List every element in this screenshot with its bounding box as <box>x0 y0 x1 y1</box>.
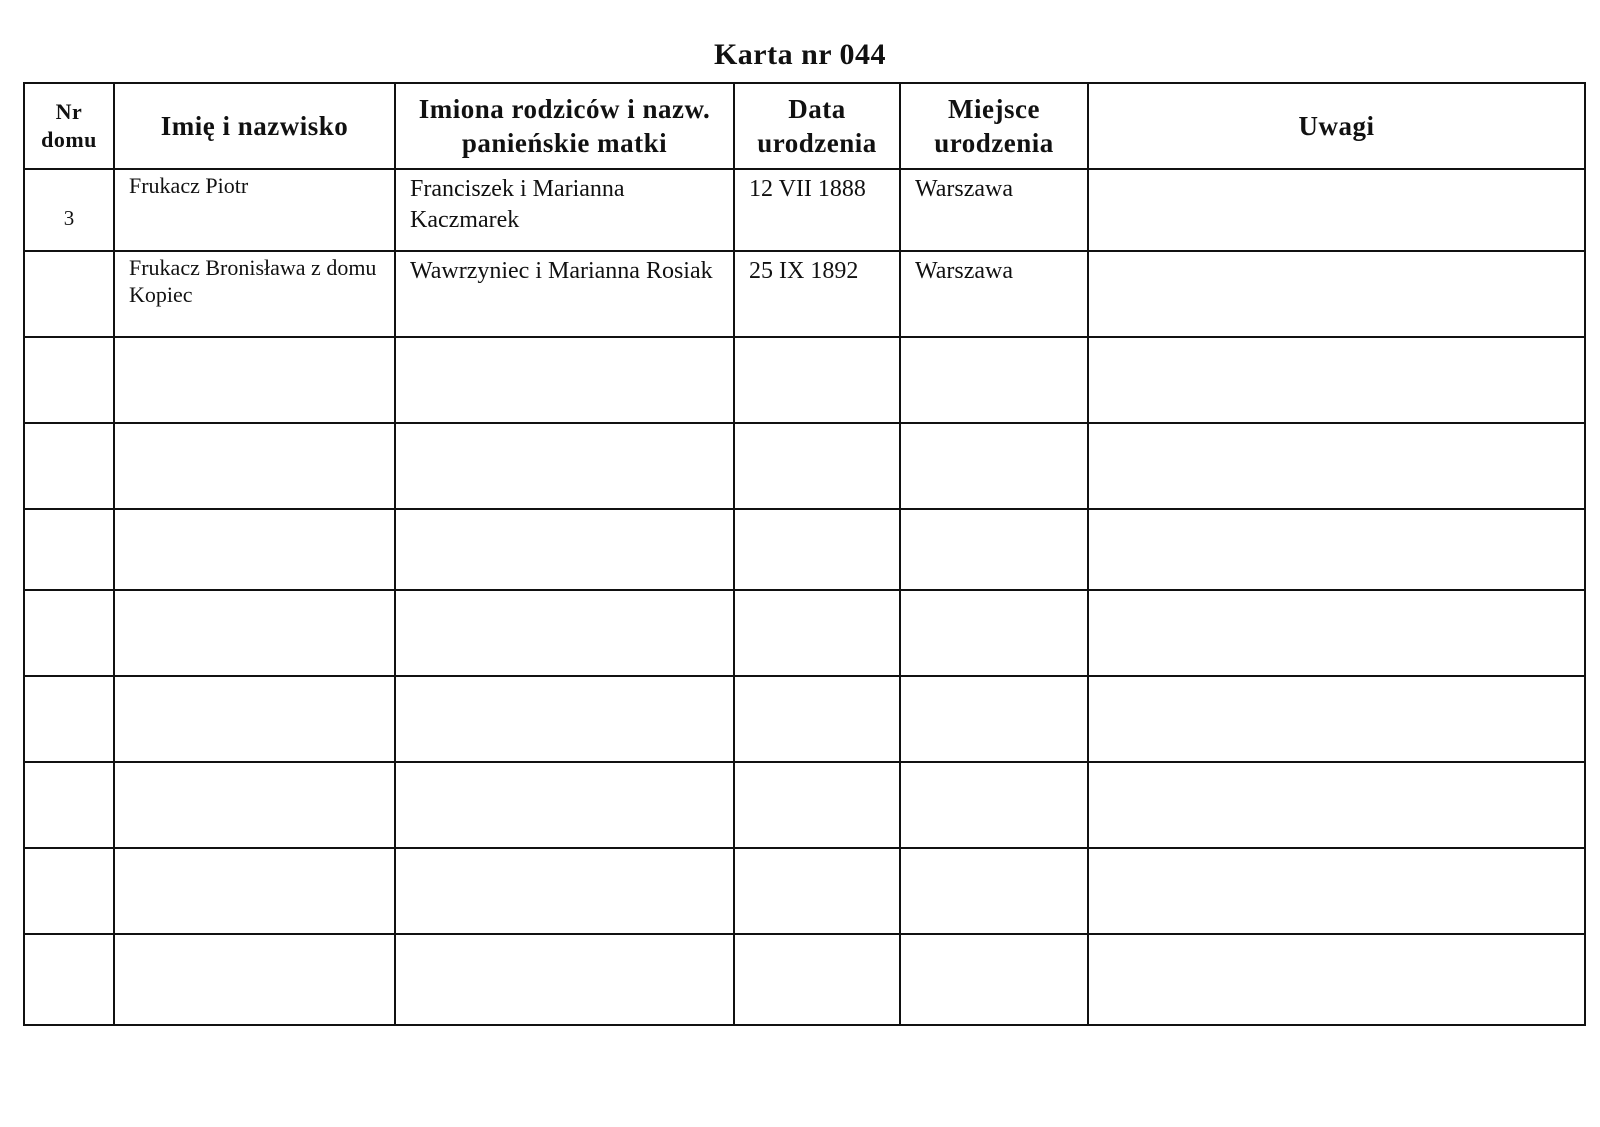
cell-name <box>114 934 395 1025</box>
cell-parents <box>395 251 734 337</box>
cell-birth-date-text <box>735 677 899 681</box>
house-number-text: 3 <box>63 205 75 230</box>
cell-birth-place-text <box>901 591 1087 595</box>
cell-house-number <box>24 251 114 337</box>
header-birth-place: Miejsce urodzenia <box>900 83 1088 169</box>
cell-notes-text <box>1089 849 1584 853</box>
cell-house-number <box>24 509 114 590</box>
cell-notes <box>1088 848 1585 934</box>
cell-birth-date-text <box>735 510 899 514</box>
cell-house-number <box>24 169 114 251</box>
cell-parents <box>395 762 734 848</box>
cell-name <box>114 423 395 509</box>
cell-parents-text: Franciszek i Marianna Kaczmarek <box>410 176 625 233</box>
cell-notes <box>1088 251 1585 337</box>
cell-birth-date-text <box>735 338 899 342</box>
cell-house-number <box>24 337 114 423</box>
cell-parents <box>395 590 734 676</box>
cell-house-number <box>24 423 114 509</box>
cell-name <box>114 590 395 676</box>
record-table <box>23 82 1586 1026</box>
cell-name-text <box>115 591 394 593</box>
cell-parents-text <box>396 510 733 514</box>
cell-name <box>114 848 395 934</box>
header-name: Imię i nazwisko <box>114 83 395 169</box>
cell-parents-text <box>396 424 733 428</box>
cell-parents-text <box>396 591 733 595</box>
table-row <box>24 848 1585 934</box>
cell-birth-place <box>900 590 1088 676</box>
cell-birth-place-text <box>901 849 1087 853</box>
cell-birth-date <box>734 337 900 423</box>
header-house-number: Nr domu <box>24 83 114 169</box>
cell-birth-place-text <box>901 763 1087 767</box>
cell-birth-date-text <box>735 849 899 853</box>
cell-parents <box>395 509 734 590</box>
cell-birth-date-text: 25 IX 1892 <box>749 258 859 284</box>
cell-birth-place-text: Warszawa <box>915 258 1014 284</box>
cell-house-number <box>24 934 114 1025</box>
cell-name-text <box>115 510 394 512</box>
cell-parents-text <box>396 763 733 767</box>
cell-birth-place <box>900 423 1088 509</box>
cell-name-text <box>115 424 394 426</box>
cell-birth-date <box>734 169 900 251</box>
header-birth-date: Data urodzenia <box>734 83 900 169</box>
cell-birth-date <box>734 676 900 762</box>
cell-notes-text <box>1089 510 1584 514</box>
cell-birth-place-text <box>901 338 1087 342</box>
cell-name-text: Frukacz Piotr <box>129 173 249 198</box>
cell-name-text <box>115 338 394 340</box>
cell-birth-date <box>734 251 900 337</box>
cell-birth-date <box>734 590 900 676</box>
table-row <box>24 509 1585 590</box>
cell-birth-place-text <box>901 424 1087 428</box>
cell-notes-text <box>1089 935 1584 939</box>
cell-house-number <box>24 676 114 762</box>
cell-parents <box>395 848 734 934</box>
cell-birth-date <box>734 509 900 590</box>
cell-birth-place <box>900 762 1088 848</box>
cell-notes-text <box>1089 338 1584 342</box>
cell-birth-date <box>734 762 900 848</box>
table-row <box>24 934 1585 1025</box>
cell-birth-place <box>900 169 1088 251</box>
cell-house-number <box>24 762 114 848</box>
cell-name <box>114 509 395 590</box>
cell-notes-text <box>1089 170 1584 174</box>
cell-birth-place <box>900 337 1088 423</box>
cell-birth-date <box>734 848 900 934</box>
cell-birth-place-text: Warszawa <box>915 176 1014 202</box>
cell-birth-date <box>734 423 900 509</box>
cell-birth-place <box>900 848 1088 934</box>
cell-name-text <box>115 763 394 765</box>
cell-birth-date <box>734 934 900 1025</box>
cell-name-text <box>115 849 394 851</box>
cell-notes <box>1088 169 1585 251</box>
page-title: Karta nr 044 <box>713 38 887 71</box>
cell-notes-text <box>1089 591 1584 595</box>
table-row <box>24 169 1585 251</box>
cell-house-number <box>24 590 114 676</box>
cell-birth-place-text <box>901 677 1087 681</box>
cell-house-number <box>24 848 114 934</box>
table-row <box>24 251 1585 337</box>
cell-name <box>114 251 395 337</box>
cell-notes <box>1088 934 1585 1025</box>
cell-birth-place <box>900 509 1088 590</box>
cell-parents <box>395 423 734 509</box>
table-row <box>24 423 1585 509</box>
cell-birth-place-text <box>901 935 1087 939</box>
cell-notes <box>1088 509 1585 590</box>
table-row <box>24 676 1585 762</box>
cell-birth-place <box>900 251 1088 337</box>
cell-name <box>114 169 395 251</box>
cell-name-text <box>115 935 394 937</box>
header-parents: Imiona rodziców i nazw. panieńskie matki <box>395 83 734 169</box>
cell-notes-text <box>1089 252 1584 256</box>
cell-parents-text: Wawrzyniec i Marianna Rosiak <box>410 258 713 284</box>
cell-notes-text <box>1089 677 1584 681</box>
cell-parents <box>395 934 734 1025</box>
cell-birth-date-text <box>735 424 899 428</box>
cell-parents <box>395 676 734 762</box>
cell-birth-place <box>900 934 1088 1025</box>
cell-notes <box>1088 762 1585 848</box>
cell-name <box>114 676 395 762</box>
cell-notes <box>1088 676 1585 762</box>
table-row <box>24 762 1585 848</box>
cell-parents <box>395 337 734 423</box>
cell-parents-text <box>396 338 733 342</box>
cell-notes-text <box>1089 424 1584 428</box>
cell-name-text: Frukacz Bronisława z domu Kopiec <box>129 255 377 307</box>
cell-notes <box>1088 337 1585 423</box>
cell-name <box>114 337 395 423</box>
header-notes: Uwagi <box>1088 83 1585 169</box>
cell-birth-place-text <box>901 510 1087 514</box>
cell-birth-date-text: 12 VII 1888 <box>749 176 866 202</box>
cell-birth-date-text <box>735 591 899 595</box>
cell-notes-text <box>1089 763 1584 767</box>
cell-birth-place <box>900 676 1088 762</box>
table-row <box>24 590 1585 676</box>
cell-birth-date-text <box>735 763 899 767</box>
cell-parents-text <box>396 935 733 939</box>
cell-parents-text <box>396 677 733 681</box>
table-row <box>24 337 1585 423</box>
cell-birth-date-text <box>735 935 899 939</box>
cell-parents <box>395 169 734 251</box>
header-row <box>24 83 1585 169</box>
cell-notes <box>1088 590 1585 676</box>
cell-name-text <box>115 677 394 679</box>
cell-parents-text <box>396 849 733 853</box>
cell-name <box>114 762 395 848</box>
cell-notes <box>1088 423 1585 509</box>
